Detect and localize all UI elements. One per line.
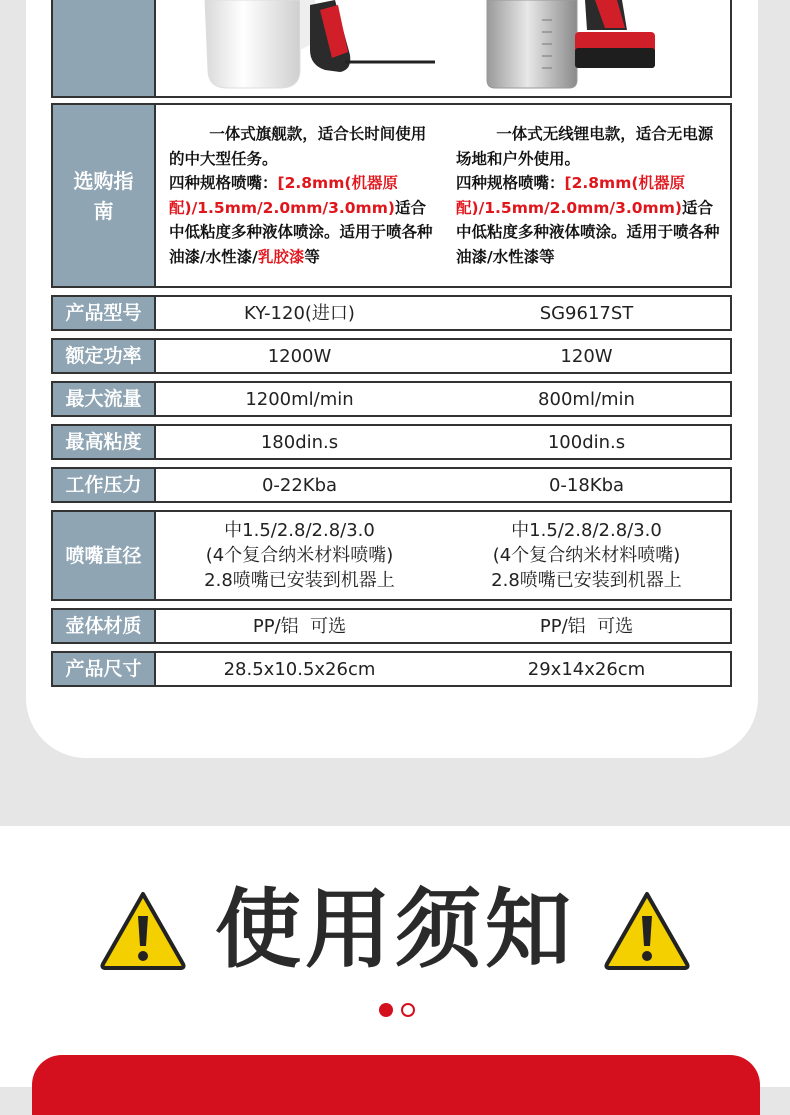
spec-value-sg9617st: 0-18Kba [548,474,625,496]
guide-tail: 等 [304,247,320,266]
corded-sprayer-image [160,0,440,96]
spec-label: 喷嘴直径 [51,510,156,601]
product-image-sg9617st [443,0,730,96]
spec-row-model [51,295,732,331]
spec-value-sg9617st: 800ml/min [538,388,635,410]
cordless-sprayer-image [447,0,727,96]
spec-value-ky120: 1200W [267,345,332,367]
spec-row-power [51,338,732,374]
guide-label: 选购指南 [51,103,156,288]
guide-row [51,103,732,288]
spec-value-sg9617st: 100din.s [547,431,626,453]
spec-value-ky120: KY-120(进口) [244,302,355,324]
usage-notes-title [0,880,790,980]
spec-value-sg9617st: 29x14x26cm [527,658,646,680]
red-banner [32,1055,760,1115]
dot-active [379,1003,393,1017]
section-title: 使用须知 [215,880,575,980]
dot-inactive [401,1003,415,1017]
guide-intro: 一体式旗舰款，适合长时间使用的中大型任务。 [169,125,427,168]
guide-spec-sizes: [2.8mm(机器原配)/1.5mm/2.0mm/3.0mm) [456,174,685,217]
nozzle-material: (4个复合纳米材料喷嘴) [205,545,394,566]
guide-intro: 一体式无线锂电款，适合无电源场地和户外使用。 [456,125,714,168]
spec-value-ky120: 28.5x10.5x26cm [223,658,376,680]
spec-row-material [51,608,732,644]
guide-spec-sizes: [2.8mm(机器原配)/1.5mm/2.0mm/3.0mm) [169,174,398,217]
image-row-label [51,0,156,98]
nozzle-value-sg9617st [443,512,730,599]
spec-row-viscosity [51,424,732,460]
product-image-row [51,0,732,98]
spec-label: 工作压力 [51,467,156,503]
nozzle-value-ky120 [156,512,443,599]
spec-row-size [51,651,732,687]
guide-spec-prefix: 四种规格喷嘴： [456,174,565,192]
nozzle-installed: 2.8喷嘴已安装到机器上 [204,570,395,591]
spec-label: 最大流量 [51,381,156,417]
spec-value-ky120: 1200ml/min [245,388,354,410]
spec-value-sg9617st: SG9617ST [539,302,634,324]
warning-triangle-icon [99,890,187,970]
spec-row-nozzle [51,510,732,601]
spec-label: 壶体材质 [51,608,156,644]
guide-latex-paint: 乳胶漆 [257,247,305,266]
spec-value-ky120: 0-22Kba [261,474,338,496]
spec-value-ky120: PP/铝 可选 [252,615,347,637]
nozzle-installed: 2.8喷嘴已安装到机器上 [491,570,682,591]
spec-label: 产品型号 [51,295,156,331]
warning-triangle-icon [603,890,691,970]
spec-row-flow [51,381,732,417]
spec-label: 最高粘度 [51,424,156,460]
guide-spec-suffix: 适合中低粘度多种液体喷涂。适用于喷各种油漆/水性漆/ [169,198,433,266]
product-image-ky120 [156,0,443,96]
spec-row-pressure [51,467,732,503]
nozzle-material: (4个复合纳米材料喷嘴) [492,545,681,566]
guide-text-ky120 [156,105,443,286]
spec-label: 产品尺寸 [51,651,156,687]
spec-value-sg9617st: PP/铝 可选 [539,615,634,637]
nozzle-sizes: 中1.5/2.8/2.8/3.0 [224,520,375,541]
guide-text-sg9617st [443,105,730,286]
guide-spec-prefix: 四种规格喷嘴： [169,174,278,192]
pagination-dots [379,1003,415,1017]
guide-spec-suffix: 适合中低粘度多种液体喷涂。适用于喷各种油漆/水性漆等 [456,198,720,266]
nozzle-sizes: 中1.5/2.8/2.8/3.0 [511,520,662,541]
spec-label: 额定功率 [51,338,156,374]
spec-value-sg9617st: 120W [560,345,613,367]
spec-value-ky120: 180din.s [260,431,339,453]
